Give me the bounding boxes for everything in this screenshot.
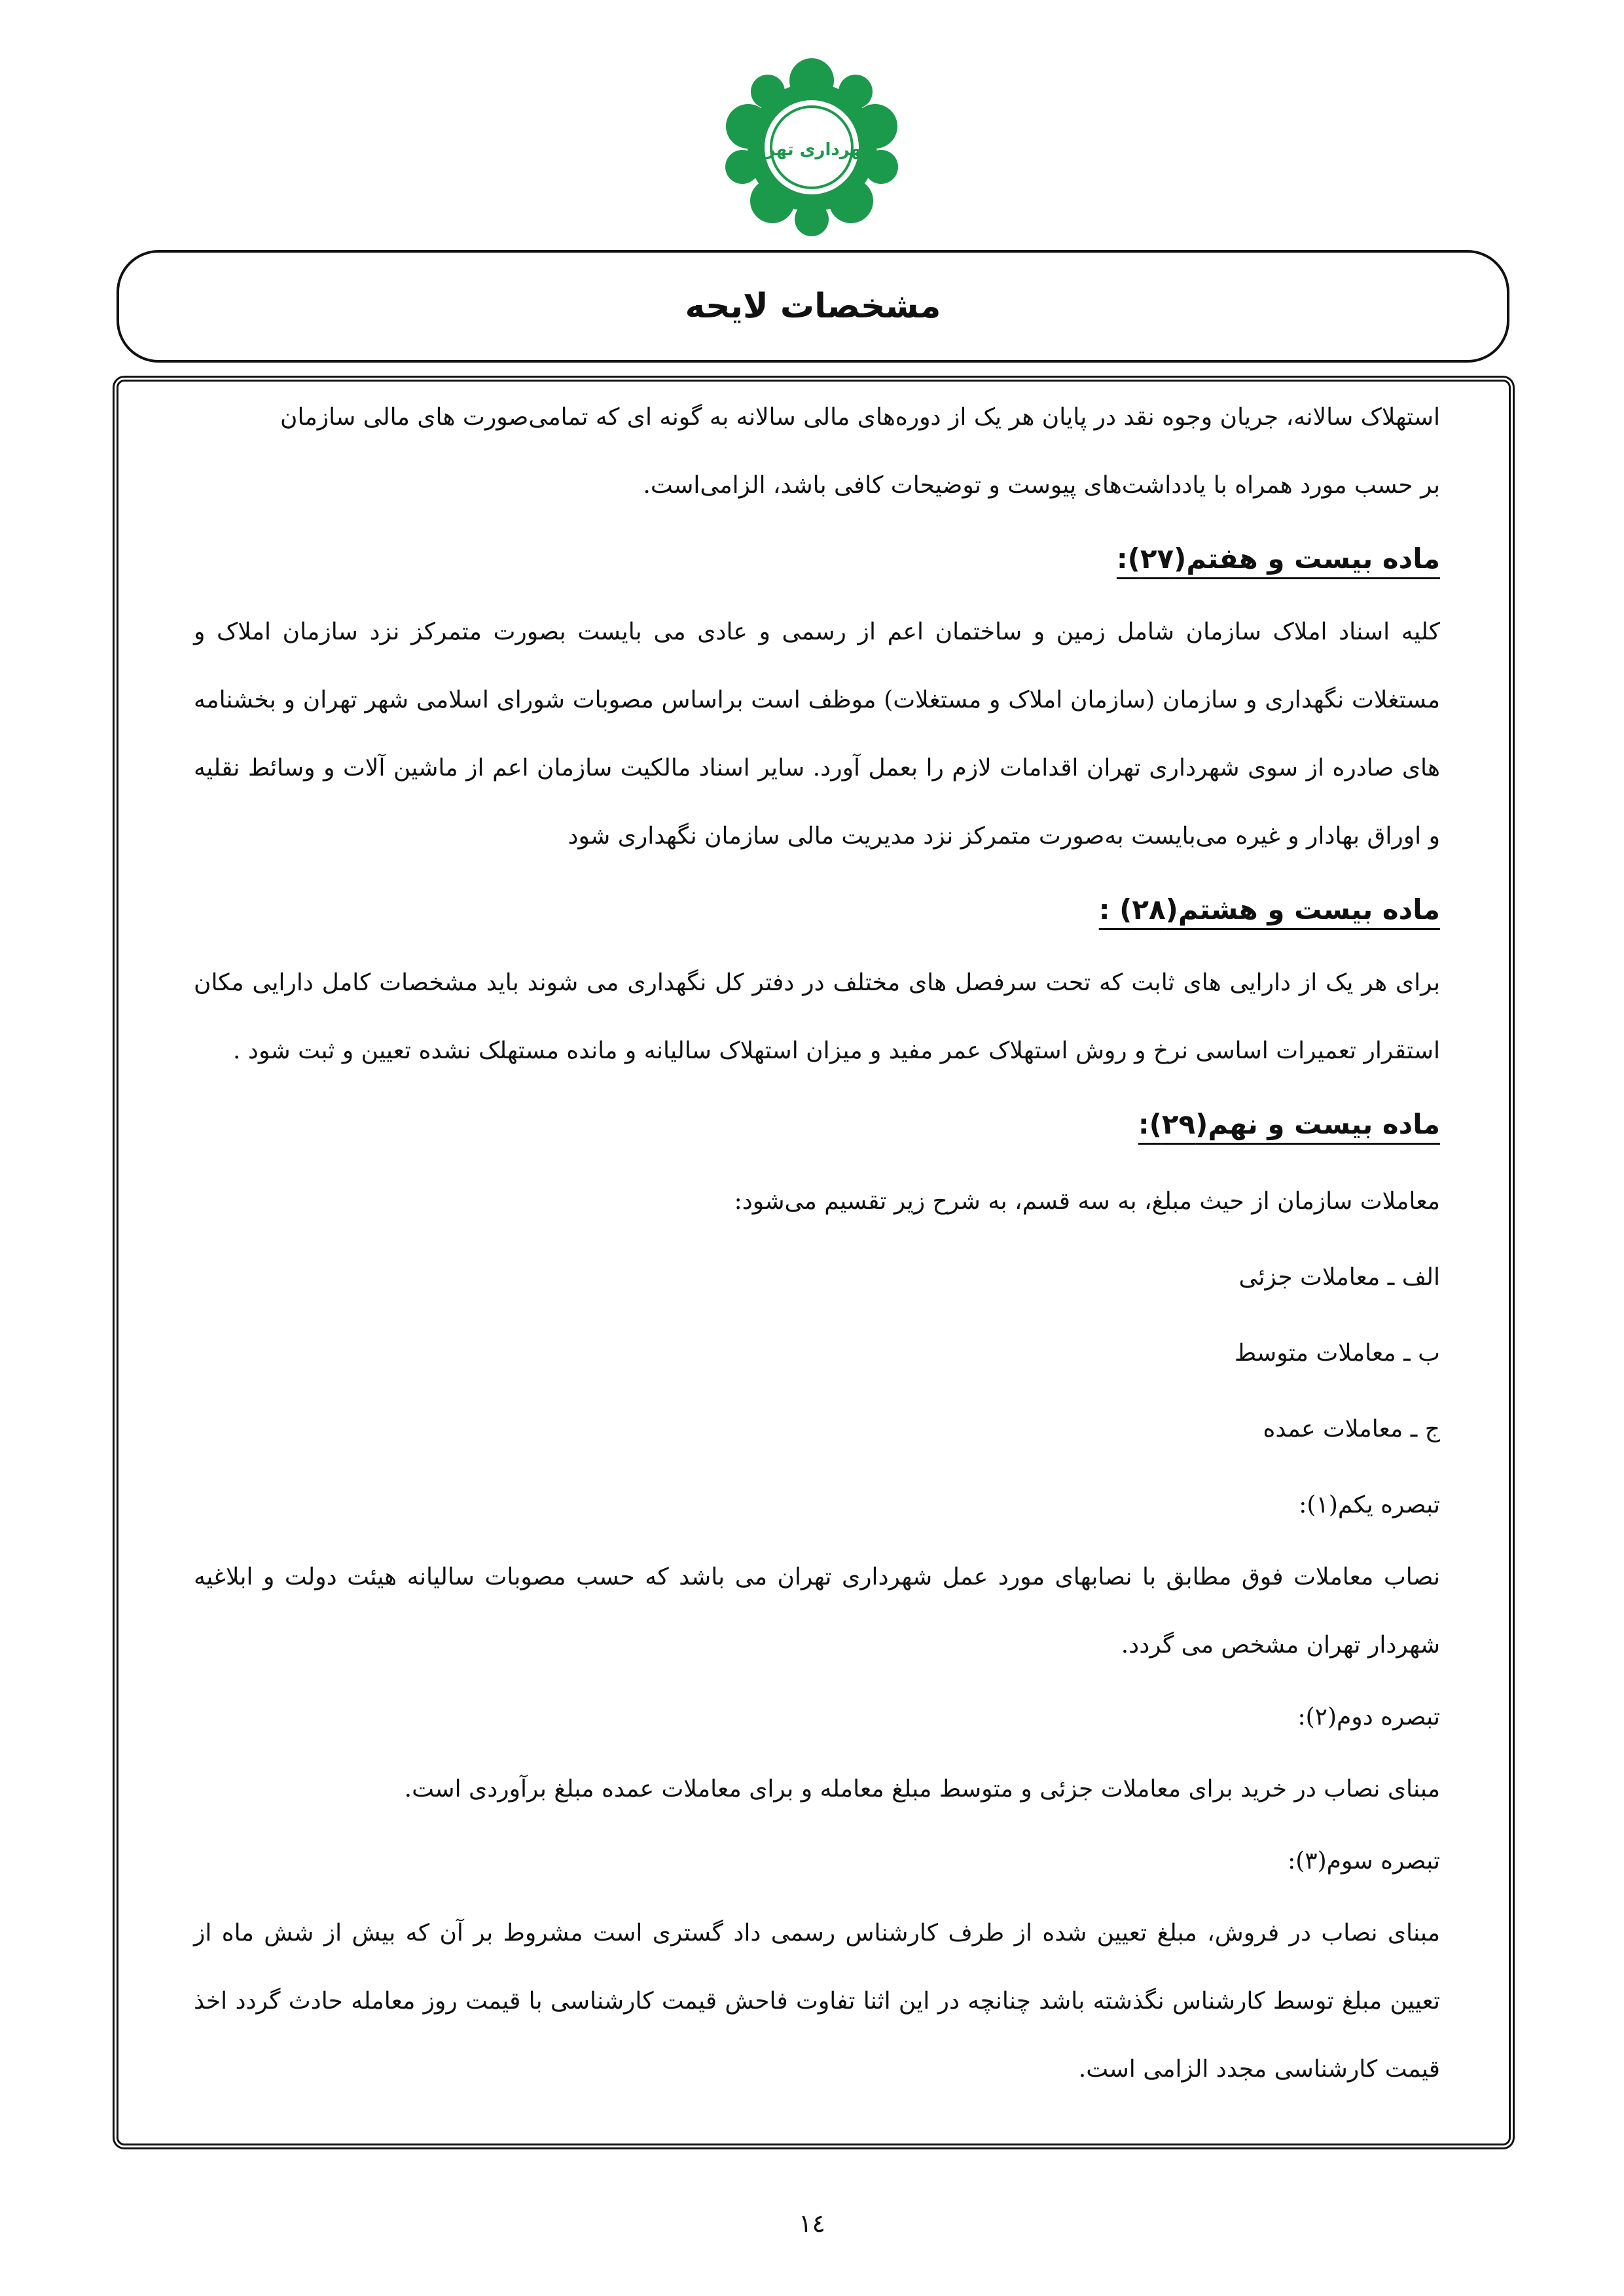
note-1-label: تبصره یکم(۱):	[1299, 1492, 1440, 1518]
article-27-body: کلیه اسناد املاک سازمان شامل زمین و ساختمان اعم از رسمی و عادی می بایست بصورت متمرکز نزد سازمان املاک و مستغلات نگهداری و سازمان (سازمان املاک و مستغلات) موظف است براساس مصوبات شورای اسلامی شهر تهران و بخشنامه های صادره از سوی شهرداری تهران اقدامات لازم را بعمل آورد. سایر اسناد مالکیت سازمان اعم از ماشین آلات و وسائط نقلیه و اوراق بهادار و غیره می‌بایست به‌صورت متمرکز نزد مدیریت مالی سازمان نگهداری شود	[194, 619, 1440, 850]
article-29-intro: معاملات سازمان از حیث مبلغ، به سه قسم، به شرح زیر تقسیم می‌شود:	[734, 1188, 1440, 1215]
tehran-municipality-emblem-icon	[720, 56, 903, 239]
note-2-label: تبصره دوم(۲):	[1297, 1704, 1440, 1731]
article-27-heading-text: ماده بیست و هفتم(۲۷):	[1116, 543, 1440, 575]
note-2-body: مبنای نصاب در خرید برای معاملات جزئی و متوسط مبلغ معامله و برای معاملات عمده مبلغ برآوردی است.	[404, 1776, 1440, 1803]
intro-line-1: استهلاک سالانه، جریان وجوه نقد در پایان هر یک از دوره‌های مالی سالانه به گونه ای که تمامی‌صورت های مالی سازمان	[280, 404, 1440, 431]
note-3-body: مبنای نصاب در فروش، مبلغ تعیین شده از طرف کارشناس رسمی داد گستری است مشروط بر آن که بیش از شش ماه از تعیین مبلغ توسط کارشناس نگذشته باشد چنانچه در این اثنا تفاوت فاحش قیمت کارشناسی با قیمت روز معامله حادث گردد اخذ قیمت کارشناسی مجدد الزامی است.	[194, 1920, 1440, 2083]
intro-line-2: بر حسب مورد همراه با یادداشت‌های پیوست و توضیحات کافی باشد، الزامی‌است.	[643, 472, 1440, 499]
note-1-body: نصاب معاملات فوق مطابق با نصابهای مورد عمل شهرداری تهران می باشد که حسب مصوبات سالیانه هیئت دولت و ابلاغیه شهردار تهران مشخص می گردد.	[194, 1564, 1440, 1659]
article-28-heading-text: ماده بیست و هشتم(۲۸) :	[1098, 893, 1440, 925]
logo-text: شهرداری تهران	[745, 140, 878, 160]
document-content	[194, 384, 1440, 2104]
page-number: ۱٤	[799, 2209, 825, 2238]
article-29-heading-text: ماده بیست و نهم(۲۹):	[1138, 1108, 1440, 1140]
note-3-label: تبصره سوم(۳):	[1288, 1848, 1440, 1874]
article-28-body: برای هر یک از دارایی های ثابت که تحت سرفصل های مختلف در دفتر کل نگهداری می شوند باید مشخصات کامل دارایی مکان استقرار تعمیرات اساسی نرخ و روش استهلاک عمر مفید و میزان استهلاک سالیانه و مانده مستهلک نشده تعیین و ثبت شود .	[194, 969, 1440, 1064]
article-29-heading	[194, 1085, 1440, 1164]
article-27-heading	[194, 520, 1440, 598]
article-29-item-c: ج ـ معاملات عمده	[1263, 1416, 1440, 1443]
page-title: مشخصات لایحه	[685, 287, 941, 326]
article-29-item-a: الف ـ معاملات جزئی	[1238, 1264, 1440, 1291]
article-28-heading	[194, 870, 1440, 949]
article-29-item-b: ب ـ معاملات متوسط	[1234, 1340, 1440, 1367]
logo-svg	[720, 56, 903, 239]
title-box	[117, 250, 1509, 363]
